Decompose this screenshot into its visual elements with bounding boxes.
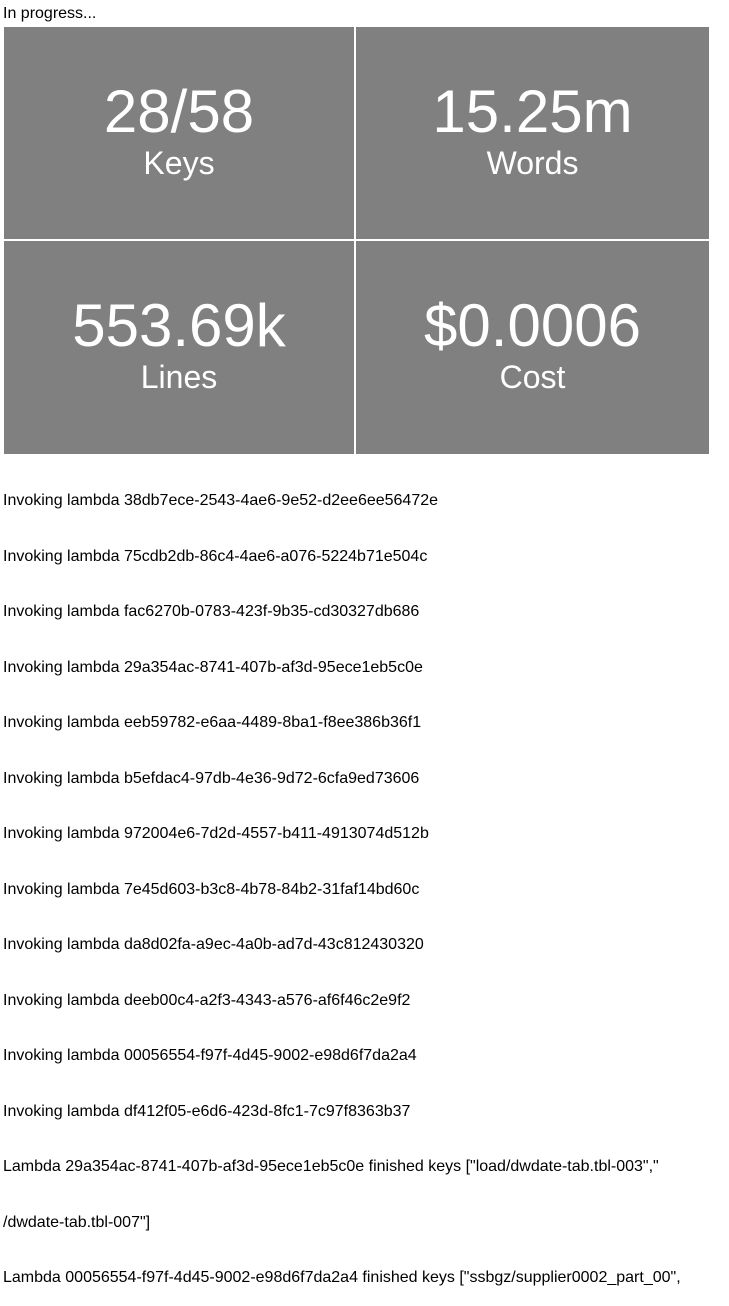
log-line: Invoking lambda 7e45d603-b3c8-4b78-84b2-31faf14bd60c [3,880,420,898]
stat-tile-cost [356,241,709,454]
stat-tile-lines [4,241,354,454]
log-line: Invoking lambda df412f05-e6d6-423d-8fc1-7c97f8363b37 [3,1102,411,1120]
log-line: Invoking lambda deeb00c4-a2f3-4343-a576-af6f46c2e9f2 [3,991,411,1009]
stat-label-lines: Lines [140,359,218,395]
stat-value-cost: $0.0006 [424,292,641,359]
stat-label-keys: Keys [143,145,215,181]
log-line: Lambda 00056554-f97f-4d45-9002-e98d6f7da2a4 finished keys ["ssbgz/supplier0002_part_00", [3,1269,681,1286]
stats-grid [4,27,709,455]
stat-label-words: Words [486,145,579,181]
log-line: Invoking lambda 75cdb2db-86c4-4ae6-a076-5224b71e504c [3,547,428,565]
stat-tile-words [356,27,709,239]
log-output [3,455,729,1306]
log-line: Lambda 29a354ac-8741-407b-af3d-95ece1eb5c0e finished keys ["load/dwdate-tab.tbl-003"," [3,1158,659,1175]
stat-tile-keys [4,27,354,239]
log-line: Invoking lambda 972004e6-7d2d-4557-b411-4913074d512b [3,825,429,842]
stat-value-lines: 553.69k [72,292,286,359]
log-line: Invoking lambda 00056554-f97f-4d45-9002-e98d6f7da2a4 [3,1047,417,1064]
status-text: In progress... [3,5,97,22]
log-line: Invoking lambda 38db7ece-2543-4ae6-9e52-d2ee6ee56472e [3,492,439,509]
stat-value-words: 15.25m [432,78,633,145]
stat-label-cost: Cost [499,359,566,395]
log-line: /dwdate-tab.tbl-007"] [3,1213,151,1231]
log-line: Invoking lambda 29a354ac-8741-407b-af3d-95ece1eb5c0e [3,658,423,676]
stat-value-keys: 28/58 [103,78,255,145]
log-line: Invoking lambda eeb59782-e6aa-4489-8ba1-f8ee386b36f1 [3,714,422,731]
log-line: Invoking lambda b5efdac4-97db-4e36-9d72-6cfa9ed73606 [3,769,420,787]
log-line: Invoking lambda fac6270b-0783-423f-9b35-cd30327db686 [3,603,420,620]
log-line: Invoking lambda da8d02fa-a9ec-4a0b-ad7d-43c812430320 [3,936,424,953]
